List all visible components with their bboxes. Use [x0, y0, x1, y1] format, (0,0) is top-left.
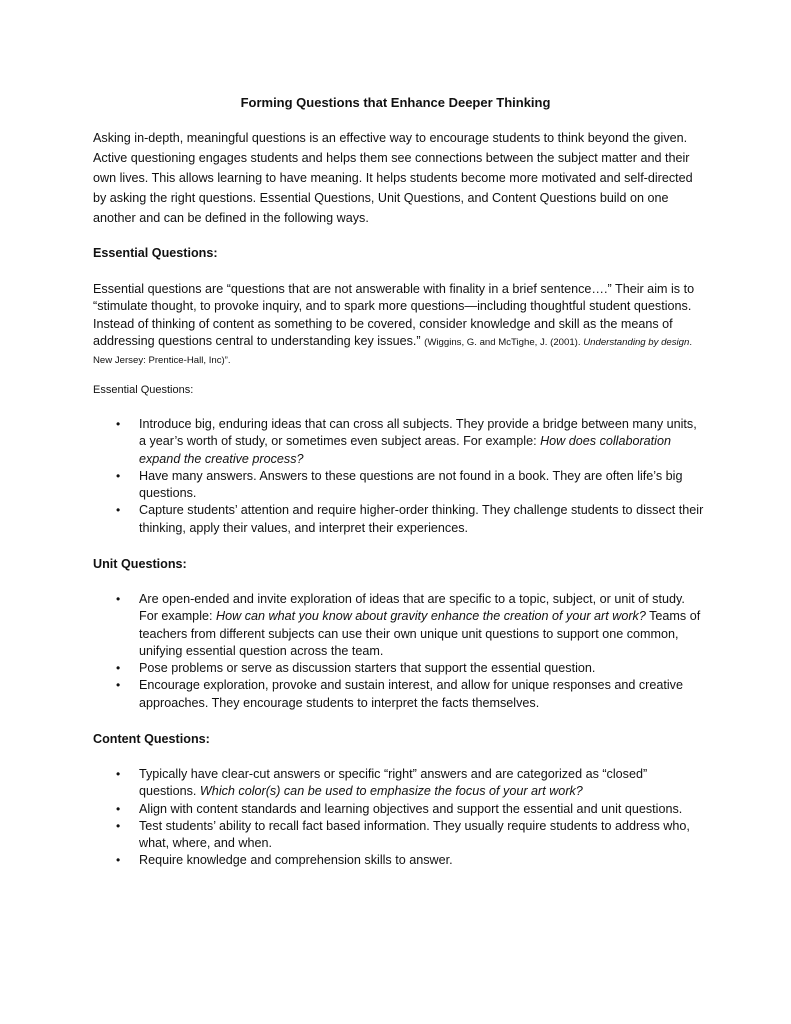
bullet-icon: •: [116, 503, 121, 518]
bullet-icon: •: [116, 661, 121, 676]
list-item: • Are open-ended and invite exploration of ideas that are specific to a topic, subject, or unit of study. For example: How can what you know about gravity enhance the creation of your art work? Teams of teachers from different subjects can use their own unique unit questions to support one common, unifying essential question across the team.: [116, 592, 701, 658]
bullet-icon: •: [116, 767, 121, 781]
bullet-icon: •: [116, 468, 121, 483]
bullet-icon: •: [116, 678, 121, 693]
bullet-icon: •: [116, 592, 121, 606]
unit-bullet-list: [93, 591, 705, 712]
list-item: • Test students’ ability to recall fact based information. They usually require students to address who, what, where, and when.: [116, 818, 690, 851]
list-item: • Introduce big, enduring ideas that can cross all subjects. They provide a bridge between many units, a year’s worth of study, or sometimes even subject areas. For example: How does collaboration expand the creative process?: [116, 417, 697, 466]
essential-caption: Essential Questions:: [93, 384, 194, 396]
list-item: • Capture students’ attention and require higher-order thinking. They challenge students to dissect their thinking, apply their values, and interpret their experiences.: [116, 503, 704, 535]
list-item: • Encourage exploration, provoke and sustain interest, and allow for unique responses and creative approaches. They encourage students to interpret the facts themselves.: [116, 678, 683, 710]
document-title: Forming Questions that Enhance Deeper Thinking: [240, 95, 551, 110]
bullet-icon: •: [116, 417, 121, 431]
essential-bullet-list: [93, 416, 705, 537]
citation: (Wiggins, G. and McTighe, J. (2001). Understanding by design. New Jersey: Prentice-Hall, Inc)”.: [93, 336, 693, 367]
unit-heading: Unit Questions:: [93, 557, 187, 571]
bullet-icon: •: [116, 818, 121, 833]
list-item: • Have many answers. Answers to these questions are not found in a book. They are often life’s big questions.: [116, 468, 683, 501]
essential-definition: Essential questions are “questions that are not answerable with finality in a brief sentence….” Their aim is to “stimulate thought, to provoke inquiry, and to spark more questions—including thoughtful student questions. Instead of thinking of content as something to be covered, consider knowledge and skill as the means of addressing questions central to understanding key issues.”: [93, 282, 695, 348]
essential-paragraph: [93, 281, 705, 369]
intro-paragraph: Asking in-depth, meaningful questions is an effective way to encourage students to think beyond the given. Active questioning engages students and helps them see connections between the subject matter and their own lives. This allows learning to have meaning. It helps students become more motivated and self-directed by asking the right questions. Essential Questions, Unit Questions, and Content Questions build on one another and can be defined in the following ways.: [93, 131, 693, 225]
list-item: • Pose problems or serve as discussion starters that support the essential question.: [93, 660, 705, 677]
content-bullet-list: [93, 766, 705, 870]
essential-heading: Essential Questions:: [93, 246, 218, 260]
list-item: • Typically have clear-cut answers or specific “right” answers and are categorized as “closed” questions. Which color(s) can be used to emphasize the focus of your art work?: [116, 767, 648, 799]
list-item: • Require knowledge and comprehension skills to answer.: [93, 852, 705, 869]
content-heading: Content Questions:: [93, 732, 210, 746]
bullet-icon: •: [116, 853, 121, 868]
bullet-icon: •: [116, 801, 121, 816]
list-item: • Align with content standards and learning objectives and support the essential and unit questions.: [93, 801, 705, 818]
